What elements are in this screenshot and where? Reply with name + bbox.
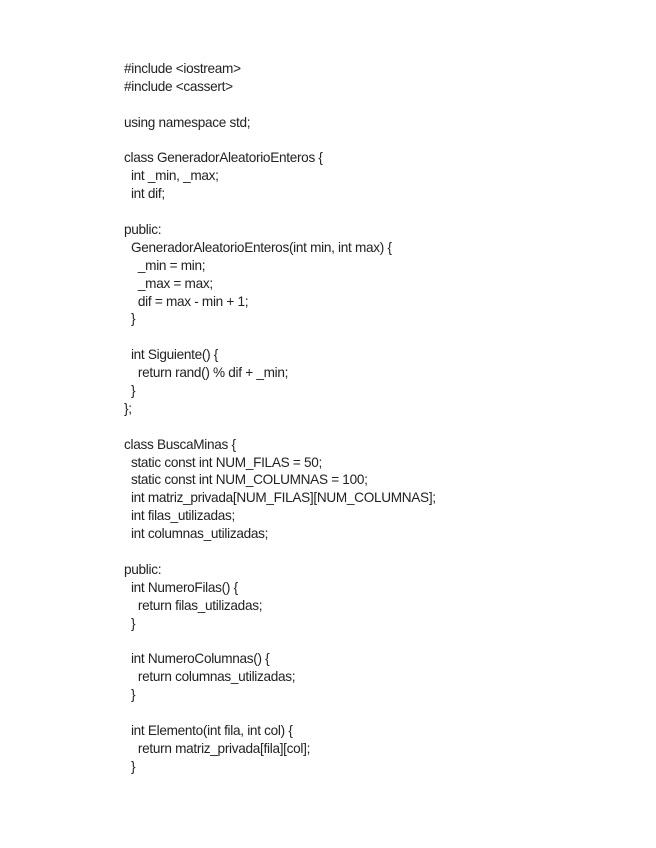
code-line: } [124, 615, 136, 631]
code-line: #include <iostream> [124, 61, 241, 76]
code-line [124, 418, 436, 436]
code-line [124, 328, 436, 346]
code-line: int dif; [124, 186, 165, 202]
code-line: } [124, 687, 136, 703]
code-line: public: [124, 222, 162, 238]
code-line: dif = max - min + 1; [124, 293, 249, 309]
code-line: return rand() % dif + _min; [124, 365, 289, 381]
code-line: return filas_utilizadas; [124, 597, 263, 613]
code-line: } [124, 758, 136, 774]
code-listing [124, 60, 436, 776]
code-line: static const int NUM_COLUMNAS = 100; [124, 472, 368, 488]
code-line: #include <cassert> [124, 78, 233, 94]
code-line: _max = max; [124, 275, 213, 291]
code-line: int _min, _max; [124, 168, 219, 184]
code-line: using namespace std; [124, 114, 251, 130]
code-line: public: [124, 561, 162, 577]
code-line: int matriz_privada[NUM_FILAS][NUM_COLUMNAS]; [124, 490, 436, 506]
code-line: static const int NUM_FILAS = 50; [124, 454, 322, 470]
code-line: GeneradorAleatorioEnteros(int min, int max) { [124, 239, 392, 255]
code-line [124, 96, 436, 114]
code-line: } [124, 383, 136, 399]
code-line: return columnas_utilizadas; [124, 669, 296, 685]
code-line: class BuscaMinas { [124, 436, 236, 452]
code-line: return matriz_privada[fila][col]; [124, 740, 311, 756]
code-line [124, 543, 436, 561]
code-line [124, 203, 436, 221]
code-line: int filas_utilizadas; [124, 508, 235, 524]
code-line: _min = min; [124, 257, 206, 273]
code-line: int NumeroColumnas() { [124, 651, 270, 667]
code-line: }; [124, 400, 132, 416]
code-line: int Elemento(int fila, int col) { [124, 722, 293, 738]
code-line [124, 633, 436, 651]
code-line: int columnas_utilizadas; [124, 526, 269, 542]
code-line: class GeneradorAleatorioEnteros { [124, 150, 323, 166]
code-line: } [124, 311, 136, 327]
code-line: int NumeroFilas() { [124, 579, 238, 595]
code-line [124, 132, 436, 150]
code-line [124, 704, 436, 722]
code-line: int Siguiente() { [124, 347, 219, 363]
